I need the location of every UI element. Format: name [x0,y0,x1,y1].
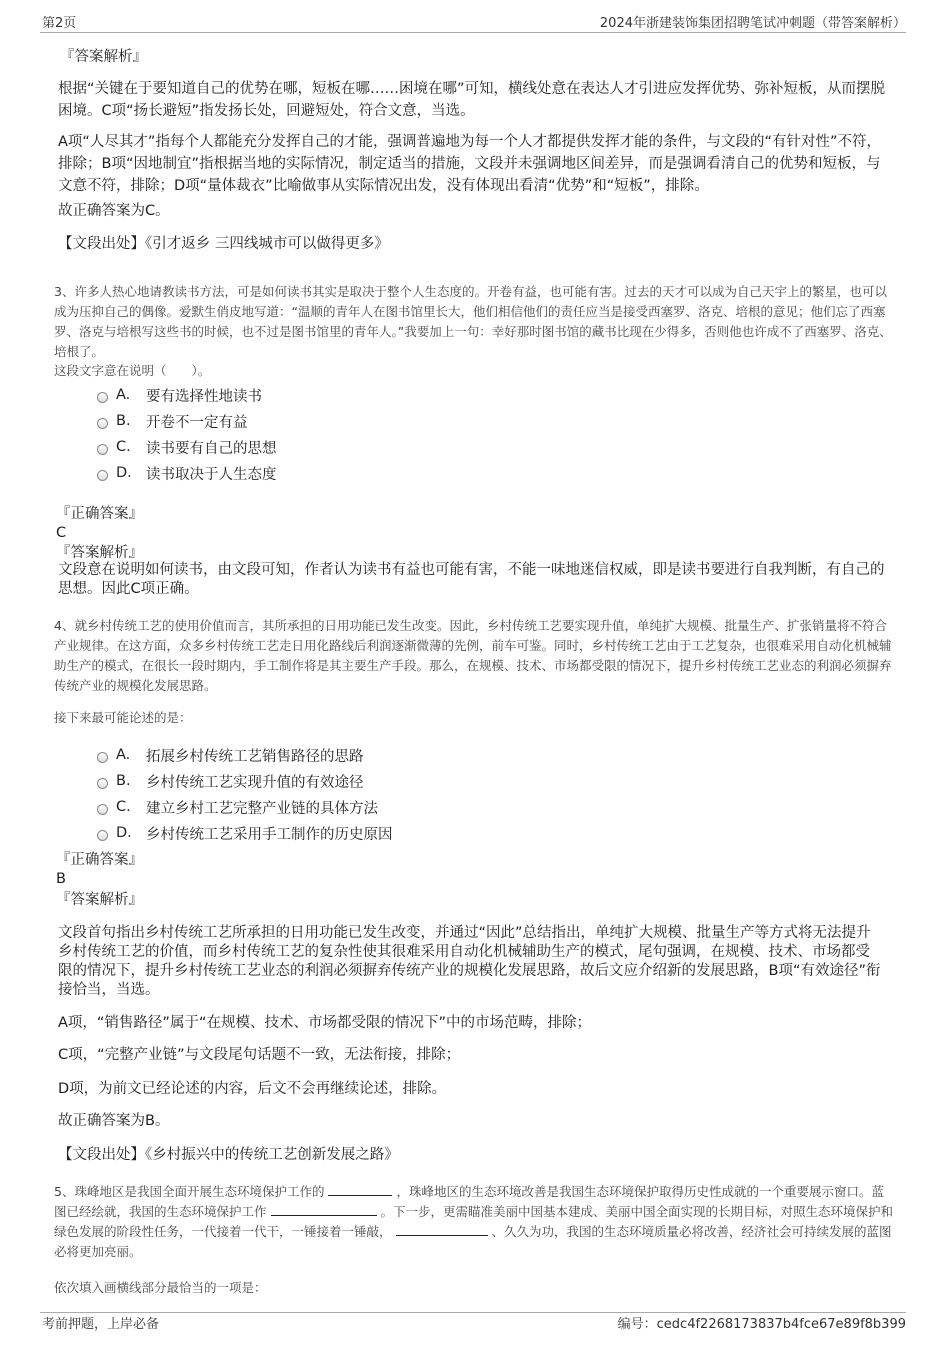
option-text: 读书取决于人生态度 [146,466,277,483]
option-d-note: D项，为前文已经论述的内容，后文不会再继续论述，排除。 [58,1081,447,1097]
document-title: 2024年浙建装饰集团招聘笔试冲刺题（带答案解析） [599,16,906,31]
question-stem: 4、就乡村传统工艺的使用价值而言，其所承担的日用功能已发生改变。因此，乡村传统工艺要实现升值，单纯扩大规模、批量生产、扩张销量将不符合产业规律。在这方面，众多乡村传统工艺走日用化路线后利润逐渐微薄的先例，前车可鉴。同时，乡村传统工艺由于工艺复杂，也很难采用自动化机械辅助生产的模式，在很长一段时期内，手工制作将是其主要生产手段。那么，在规模、技术、市场都受限的情况下，提升乡村传统工艺业态的利润必须摒弃传统产业的规模化发展思路。 [54,618,892,693]
option-text: 建立乡村工艺完整产业链的具体方法 [146,800,378,817]
page-number: 第2页 [42,16,77,31]
option-a[interactable] [97,385,262,405]
radio-icon[interactable] [97,804,108,815]
analysis-label: 『答案解析』 [56,892,143,908]
option-c[interactable] [97,437,277,457]
analysis-paragraph: 根据“关键在于要知道自己的优势在哪，短板在哪……困境在哪”可知，横线处意在表达人才引进应发挥优势、弥补短板，从而摆脱困境。C项“扬长避短”指发扬长处，回避短处，符合文意，当选。 [58,81,886,119]
stem-part: 、久久为功，我国的生态环境质量必将改善，经济社会可持续发展的蓝图必将更加亮丽。 [54,1224,892,1259]
question-stem [54,1182,896,1262]
option-text: 乡村传统工艺实现升值的有效途径 [146,774,364,791]
radio-icon[interactable] [97,830,108,841]
option-letter: C. [116,439,131,455]
option-d[interactable] [97,823,393,843]
source: 【文段出处】《乡村振兴中的传统工艺创新发展之路》 [58,1147,399,1163]
analysis-paragraph: 文段意在说明如何读书，由文段可知，作者认为读书有益也可能有害，不能一味地迷信权威，即是读书要进行自我判断，有自己的思想。因此C项正确。 [58,562,885,597]
conclusion: 故正确答案为B。 [58,1113,170,1129]
document-id: 编号：cedc4f2268173837b4fce67e89f8b399 [617,1317,906,1332]
option-b[interactable] [97,411,248,431]
option-d[interactable] [97,463,277,483]
stem-part: 5、珠峰地区是我国全面开展生态环境保护工作的 [54,1184,325,1199]
radio-icon[interactable] [97,444,108,455]
option-text: 开卷不一定有益 [146,414,248,431]
option-text: 读书要有自己的思想 [146,440,277,457]
fill-blank-2 [271,1203,377,1216]
option-letter: A. [116,747,131,763]
analysis-paragraph: A项“人尽其才”指每个人都能充分发挥自己的才能，强调普遍地为每一个人才都提供发挥才能的条件，与文段的“有针对性”不符，排除；B项“因地制宜”指根据当地的实际情况，制定适当的措施，文段并未强调地区间差异，而是强调看清自己的优势和短板，与文意不符，排除；D项“量体裁衣”比喻做事从实际情况出发，没有体现出看清“优势”和“短板”，排除。 [58,134,881,194]
option-letter: A. [116,387,131,403]
header-divider [40,32,906,33]
question-prompt: 接下来最可能论述的是： [54,710,192,725]
option-a-note: A项，“销售路径”属于“在规模、技术、市场都受限的情况下”中的市场范畴，排除； [58,1015,591,1031]
fill-blank-3 [396,1223,488,1236]
radio-icon[interactable] [97,392,108,403]
option-text: 要有选择性地读书 [146,388,262,405]
option-letter: B. [116,413,131,429]
question-prompt: 依次填入画横线部分最恰当的一项是： [54,1280,267,1295]
radio-icon[interactable] [97,778,108,789]
analysis-paragraph: 文段首句指出乡村传统工艺所承担的日用功能已发生改变，并通过“因此”总结指出，单纯扩大规模、批量生产等方式将无法提升乡村传统工艺的价值，而乡村传统工艺的复杂性使其很难采用自动化机械辅助生产的模式，尾句强调，在规模、技术、市场都受限的情况下，提升乡村传统工艺业态的利润必须摒弃传统产业的规模化发展思路，故后文应介绍新的发展思路，B项“有效途径”衔接恰当，当选。 [58,925,881,998]
fill-blank-1 [328,1183,392,1196]
stem-part: 。下一步，更需瞄准美丽中国基本建成、美丽中国全面实现的长期目标，对照生态环境保护和绿色发展的阶段性任务，一代接着一代干，一锤接着一锤敲， [54,1204,894,1239]
question-prompt: 这段文字意在说明（ ）。 [54,363,211,378]
answer-label: 『正确答案』 [56,506,143,522]
question-stem: 3、许多人热心地请教读书方法，可是如何读书其实是取决于整个人生态度的。开卷有益，也可能有害。过去的天才可以成为自己天宇上的繁星，也可以成为压抑自己的偶像。爱默生俏皮地写道：“温顺的青年人在图书馆里长大，他们相信他们的责任应当是接受西塞罗、洛克、培根的意见；他们忘了西塞罗、洛克与培根写这些书的时候，也不过是图书馆里的青年人。”我要加上一句：幸好那时图书馆的藏书比现在少得多，否则他也许成不了西塞罗、洛克、培根了。 [54,284,892,359]
option-text: 拓展乡村传统工艺销售路径的思路 [146,748,364,765]
answer-label: 『正确答案』 [56,852,143,868]
option-c-note: C项，“完整产业链”与文段尾句话题不一致，无法衔接，排除； [58,1047,461,1063]
radio-icon[interactable] [97,418,108,429]
option-b[interactable] [97,771,364,791]
option-text: 乡村传统工艺采用手工制作的历史原因 [146,826,393,843]
option-a[interactable] [97,745,364,765]
answer: B [56,871,66,887]
radio-icon[interactable] [97,752,108,763]
radio-icon[interactable] [97,470,108,481]
option-c[interactable] [97,797,378,817]
source: 【文段出处】《引才返乡 三四线城市可以做得更多》 [58,236,389,252]
footer-slogan: 考前押题，上岸必备 [42,1317,160,1332]
option-letter: D. [116,465,132,481]
analysis-label: 『答案解析』 [56,545,143,561]
answer: C [56,525,67,541]
conclusion: 故正确答案为C。 [58,203,170,219]
stem-part: ，珠峰地区的生态环境改善是我国生态环境保护取得历史性成就的一个重要展示窗口。蓝图已经绘就，我国的生态环境保护工作 [54,1184,884,1219]
option-letter: C. [116,799,131,815]
analysis-label: 『答案解析』 [60,49,147,65]
option-letter: B. [116,773,131,789]
option-letter: D. [116,825,132,841]
